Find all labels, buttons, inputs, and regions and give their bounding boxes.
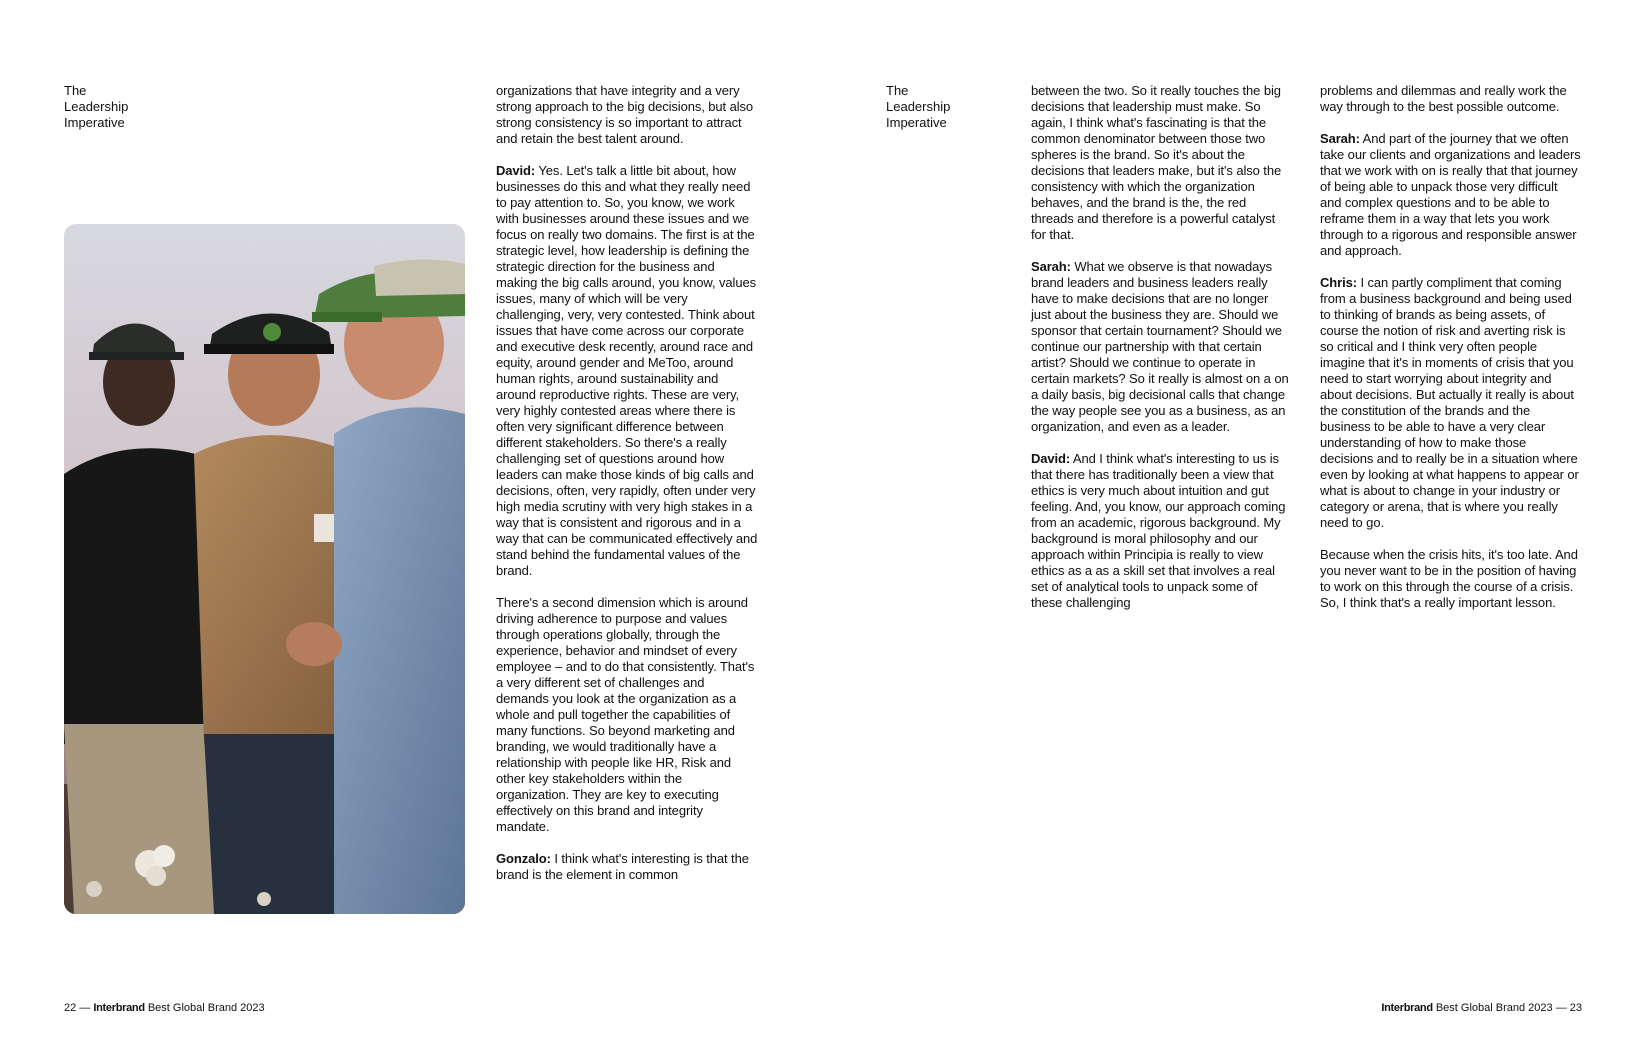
speaker-name: Sarah: xyxy=(1031,259,1071,274)
page-number: 22 — xyxy=(64,1002,91,1014)
paragraph xyxy=(1031,83,1291,243)
article-column-left xyxy=(496,83,758,899)
publication-title: Best Global Brand 2023 xyxy=(1435,1002,1553,1014)
article-column-1 xyxy=(1031,83,1291,627)
paragraph xyxy=(1031,259,1291,435)
paragraph-text: Because when the crisis hits, it's too late. And you never want to be in the position of having to work on this through the course of a crisis. So, I think that's a really important lesson. xyxy=(1320,547,1578,610)
paragraph-text: I can partly compliment that coming from a business background and being used to thinking of brands as being assets, of course the notion of risk and averting risk is so critical and I think very often people imagine that it's in moments of crisis that you need to start worrying about integrity and about decisions. But actually it really is about the constitution of the brands and the business to be able to have a very clear understanding of how to make those decisions and to really be in a situation where even by looking at what happens to appear or what is about to change in your industry or category or arena, that is where you really need to go. xyxy=(1320,275,1579,530)
paragraph xyxy=(496,163,758,579)
paragraph xyxy=(1031,451,1291,611)
paragraph xyxy=(496,595,758,835)
brand-logo: Interbrand xyxy=(1381,1002,1433,1014)
right-page xyxy=(816,0,1632,1056)
paragraph xyxy=(496,851,758,883)
paragraph xyxy=(1320,275,1582,531)
right-footer xyxy=(1381,1001,1582,1015)
paragraph-text: What we observe is that nowadays brand leaders and business leaders really have to make decisions that are no longer just about the business they are. Should we sponsor that certain tournament? Should we continue our partnership with that certain artist? Should we continue to operate in certain markets? So it really is almost on a on a daily basis, big decisional calls that change the way people see you as a business, as an organization, and even as a leader. xyxy=(1031,259,1289,434)
paragraph-text: Yes. Let's talk a little bit about, how businesses do this and what they really need to pay attention to. So, you know, we work with businesses around these issues and we focus on really two domains. The first is at the strategic level, how leadership is defining the strategic direction for the business and making the big calls around, you know, values issues, many of which will be very challenging, very, very contested. Think about issues that have come across our corporate and executive desk recently, around race and equity, around gender and MeToo, around human rights, around sustainability and around reproductive rights. These are very, very highly contested areas where there is often very significant difference between different stakeholders. So there's a really challenging set of questions around how leaders can make those kinds of big calls and decisions, often, very rapidly, often under very high media scrutiny with very high stakes in a way that is consistent and rigorous and in a way that can be communicated effectively and stand behind the fundamental values of the brand. xyxy=(496,163,758,578)
paragraph-text: organizations that have integrity and a very strong approach to the big decisions, but also strong consistency is so important to attract and retain the best talent around. xyxy=(496,83,754,146)
paragraph-text: between the two. So it really touches the big decisions that leadership must make. So again, I think what's fascinating is that the common denominator between those two spheres is the brand. So it's about the decisions that leaders make, but it's also the consistency with which the organization behaves, and the brand is the, the red threads and therefore is a powerful catalyst for that. xyxy=(1031,83,1282,242)
speaker-name: Gonzalo: xyxy=(496,851,551,866)
article-column-2 xyxy=(1320,83,1582,627)
section-label: The Leadership Imperative xyxy=(886,83,951,130)
paragraph-text: problems and dilemmas and really work the way through to the best possible outcome. xyxy=(1320,83,1567,114)
left-footer xyxy=(64,1001,265,1015)
paragraph xyxy=(1320,83,1582,115)
cotton-field-photo xyxy=(64,224,465,914)
paragraph-text: And I think what's interesting to us is that there has traditionally been a view that ethics is very much about intuition and gut feeling. And, you know, our approach coming from an academic, rigorous background. My background is moral philosophy and our approach within Principia is really to view ethics as a as a skill set that involves a real set of analytical tools to unpack some of these challenging xyxy=(1031,451,1286,610)
publication-title: Best Global Brand 2023 xyxy=(147,1002,265,1014)
paragraph-text: I think what's interesting is that the brand is the element in common xyxy=(496,851,749,882)
paragraph xyxy=(1320,547,1582,611)
paragraph-text: And part of the journey that we often take our clients and organizations and leaders that we work with on is really that that journey of being able to unpack those very difficult and complex questions and to be able to reframe them in a way that lets you work through to a rigorous and responsible answer and approach. xyxy=(1320,131,1581,258)
paragraph-text: There's a second dimension which is around driving adherence to purpose and values through operations globally, through the experience, behavior and mindset of every employee – and to do that consistently. That's a very different set of challenges and demands you look at the organization as a whole and pull together the capabilities of many functions. So beyond marketing and branding, we would traditionally have a relationship with people like HR, Risk and other key stakeholders within the organization. They are key to executing effectively on this brand and integrity mandate. xyxy=(496,595,755,834)
speaker-name: Sarah: xyxy=(1320,131,1360,146)
speaker-name: David: xyxy=(1031,451,1071,466)
section-label: The Leadership Imperative xyxy=(64,83,129,130)
paragraph xyxy=(496,83,758,147)
page-number: — 23 xyxy=(1555,1002,1582,1014)
paragraph xyxy=(1320,131,1582,259)
speaker-name: David: xyxy=(496,163,536,178)
speaker-name: Chris: xyxy=(1320,275,1357,290)
brand-logo: Interbrand xyxy=(93,1002,145,1014)
